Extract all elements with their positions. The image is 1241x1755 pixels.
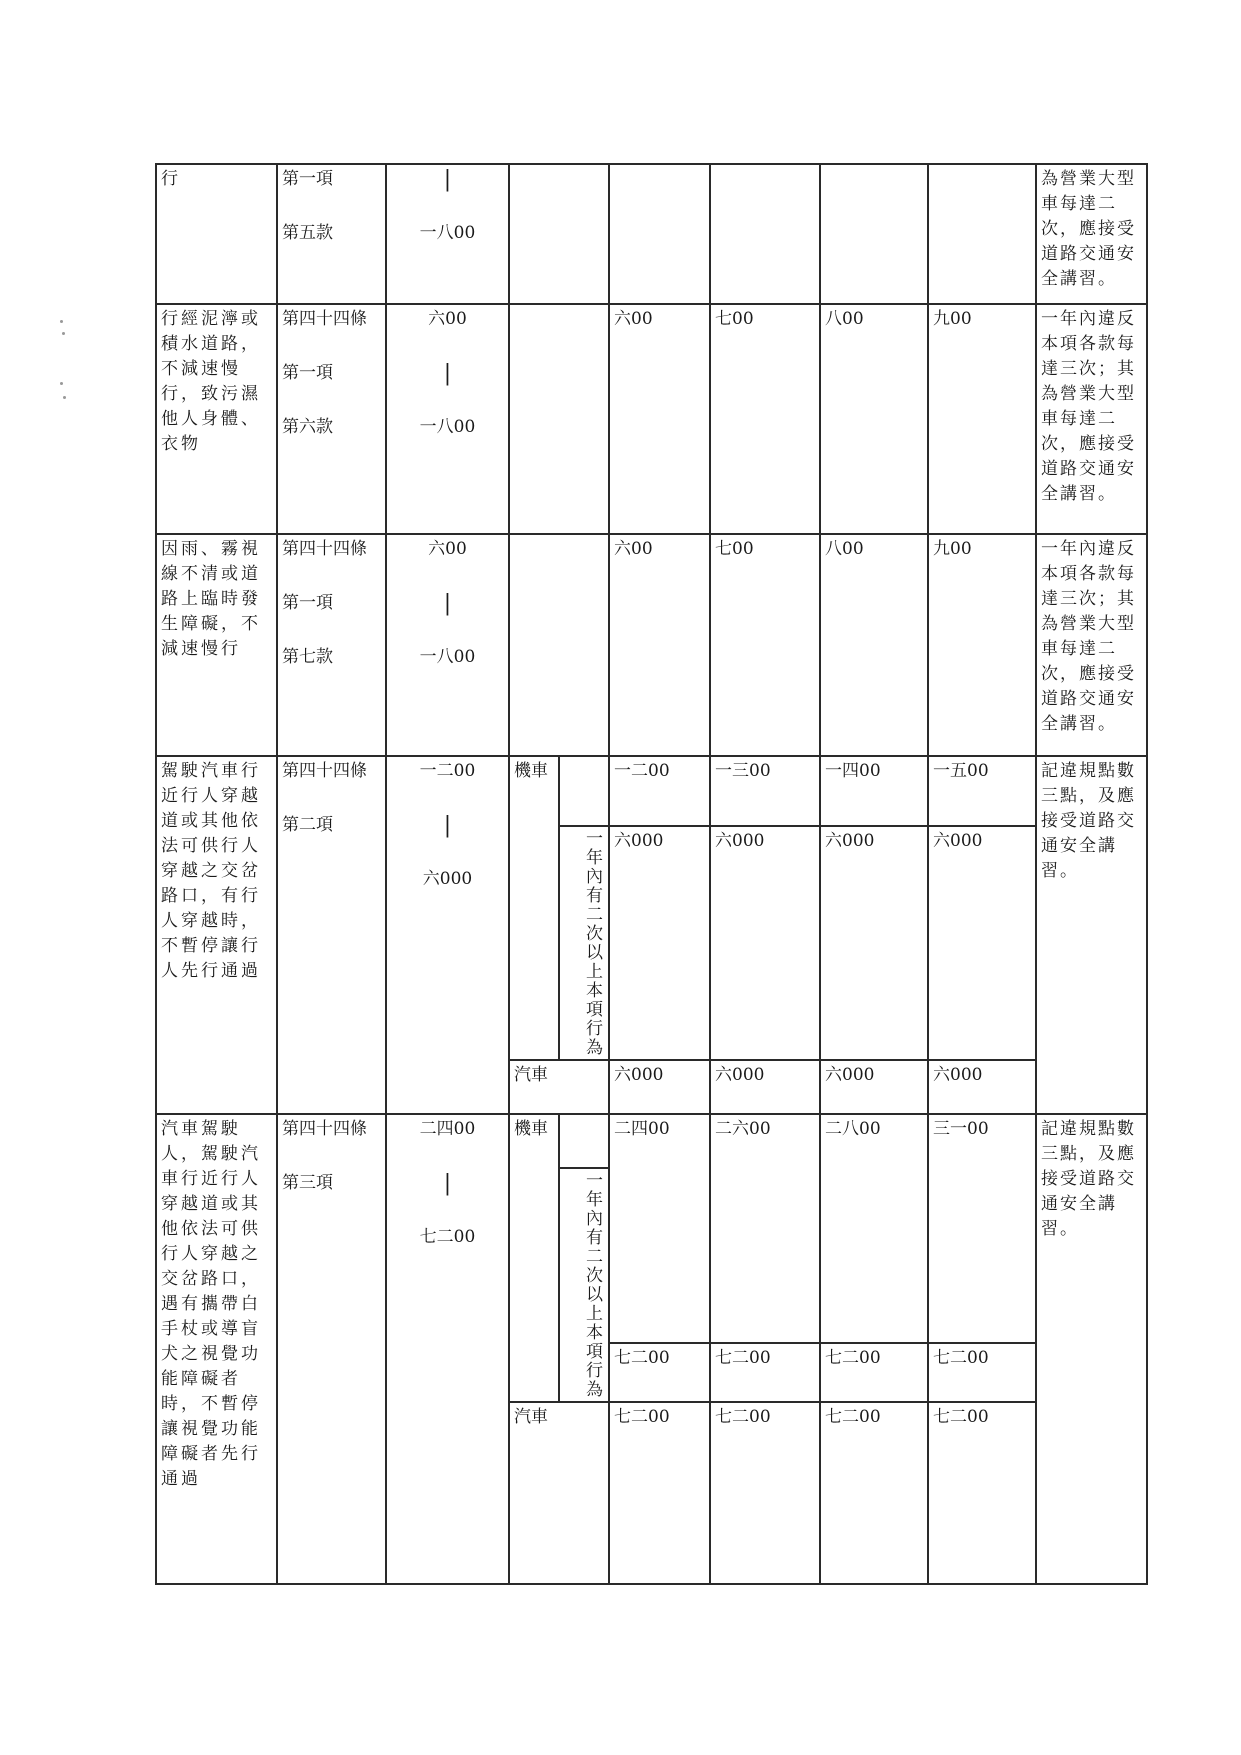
range-min: 六00 [428, 539, 467, 559]
article-item: 第一項 [282, 363, 333, 383]
violation-description: 行經泥濘或積水道路，不減速慢行，致污濕他人身體、衣物 [156, 304, 277, 534]
violation-description: 因雨、霧視線不清或道路上臨時發生障礙，不減速慢行 [156, 534, 277, 756]
fine-level-4: 九00 [928, 534, 1036, 756]
fine-level-3: 八00 [820, 304, 928, 534]
repeat-offense-label: 一年內有二次以上本項行為 [559, 1168, 609, 1402]
vehicle-type-car: 汽車 [509, 1402, 609, 1584]
fine-level-3: 二八00 [820, 1114, 928, 1343]
fine-range [386, 1114, 509, 1584]
article-reference [277, 1114, 386, 1584]
vehicle-type [509, 164, 609, 304]
fine-level-3: 一四00 [820, 756, 928, 826]
scan-specks [58, 320, 68, 420]
fine-level-1: 七二00 [609, 1343, 710, 1402]
vehicle-type [509, 304, 609, 534]
article-clause: 第六款 [282, 417, 333, 437]
table-row [156, 304, 1147, 534]
fine-level-1: 六000 [609, 826, 710, 1060]
remarks: 一年內違反本項各款每達三次；其為營業大型車每達二次，應接受道路交通安全講習。 [1036, 304, 1147, 534]
fine-level-1: 一二00 [609, 756, 710, 826]
range-separator: | [443, 167, 452, 192]
fine-level-2: 七00 [710, 534, 820, 756]
remarks: 記違規點數三點，及應接受道路交通安全講習。 [1036, 756, 1147, 1114]
repeat-offense-label: 一年內有二次以上本項行為 [559, 826, 609, 1060]
fine-range [386, 304, 509, 534]
article-clause: 第七款 [282, 647, 333, 667]
fine-level-4: 六000 [928, 1060, 1036, 1114]
article-item: 第一項 [282, 169, 333, 189]
vehicle-subtype-blank [559, 1114, 609, 1168]
fine-range [386, 534, 509, 756]
article-number: 第四十四條 [282, 309, 367, 329]
fine-level-3: 七二00 [820, 1343, 928, 1402]
range-min: 一二00 [419, 761, 476, 781]
fine-schedule-table [155, 163, 1148, 1585]
violation-description: 駕駛汽車行近行人穿越道或其他依法可供行人穿越之交岔路口，有行人穿越時，不暫停讓行人先行通過 [156, 756, 277, 1114]
fine-level-4: 三一00 [928, 1114, 1036, 1343]
fine-level-4: 九00 [928, 304, 1036, 534]
article-item: 第三項 [282, 1173, 333, 1193]
fine-range [386, 164, 509, 304]
fine-level-1: 六00 [609, 534, 710, 756]
range-max: 一八00 [419, 417, 476, 437]
fine-level-3: 八00 [820, 534, 928, 756]
range-max: 一八00 [419, 223, 476, 243]
fine-level-2: 六000 [710, 826, 820, 1060]
fine-level-4: 七二00 [928, 1402, 1036, 1584]
fine-level-1: 二四00 [609, 1114, 710, 1343]
fine-level-2 [710, 164, 820, 304]
fine-level-1 [609, 164, 710, 304]
table-row [156, 164, 1147, 304]
fine-level-2: 七00 [710, 304, 820, 534]
table-row [156, 756, 1147, 826]
range-separator: | [443, 591, 452, 616]
fine-level-2: 一三00 [710, 756, 820, 826]
range-max: 七二00 [419, 1227, 476, 1247]
fine-level-4 [928, 164, 1036, 304]
vehicle-type-motorcycle: 機車 [509, 1114, 559, 1402]
vehicle-type-car: 汽車 [509, 1060, 609, 1114]
remarks: 為營業大型車每達二次，應接受道路交通安全講習。 [1036, 164, 1147, 304]
fine-level-3 [820, 164, 928, 304]
article-number: 第四十四條 [282, 539, 367, 559]
range-max: 六000 [422, 869, 473, 889]
article-number: 第四十四條 [282, 761, 367, 781]
fine-level-2: 七二00 [710, 1343, 820, 1402]
remarks: 記違規點數三點，及應接受道路交通安全講習。 [1036, 1114, 1147, 1584]
remarks: 一年內違反本項各款每達三次；其為營業大型車每達二次，應接受道路交通安全講習。 [1036, 534, 1147, 756]
range-separator: | [443, 1171, 452, 1196]
fine-level-4: 一五00 [928, 756, 1036, 826]
fine-level-1: 六000 [609, 1060, 710, 1114]
article-reference [277, 756, 386, 1114]
table-row [156, 534, 1147, 756]
table-row [156, 1114, 1147, 1168]
fine-level-1: 七二00 [609, 1402, 710, 1584]
article-item: 第一項 [282, 593, 333, 613]
fine-level-1: 六00 [609, 304, 710, 534]
range-min: 二四00 [419, 1119, 476, 1139]
fine-level-4: 六000 [928, 826, 1036, 1060]
vehicle-type [509, 534, 609, 756]
fine-level-2: 二六00 [710, 1114, 820, 1343]
article-reference [277, 164, 386, 304]
fine-level-2: 七二00 [710, 1402, 820, 1584]
fine-level-2: 六000 [710, 1060, 820, 1114]
article-number: 第四十四條 [282, 1119, 367, 1139]
article-item: 第二項 [282, 815, 333, 835]
range-max: 一八00 [419, 647, 476, 667]
range-separator: | [443, 813, 452, 838]
range-separator: | [443, 361, 452, 386]
vehicle-subtype-blank [559, 756, 609, 826]
fine-level-3: 六000 [820, 1060, 928, 1114]
article-clause: 第五款 [282, 223, 333, 243]
fine-level-3: 六000 [820, 826, 928, 1060]
vehicle-type-motorcycle: 機車 [509, 756, 559, 1060]
range-min: 六00 [428, 309, 467, 329]
article-reference [277, 534, 386, 756]
violation-description: 汽車駕駛人，駕駛汽車行近行人穿越道或其他依法可供行人穿越之交岔路口，遇有攜帶白手杖或導盲犬之視覺功能障礙者時，不暫停讓視覺功能障礙者先行通過 [156, 1114, 277, 1584]
violation-description: 行 [156, 164, 277, 304]
fine-range [386, 756, 509, 1114]
fine-level-4: 七二00 [928, 1343, 1036, 1402]
fine-level-3: 七二00 [820, 1402, 928, 1584]
article-reference [277, 304, 386, 534]
